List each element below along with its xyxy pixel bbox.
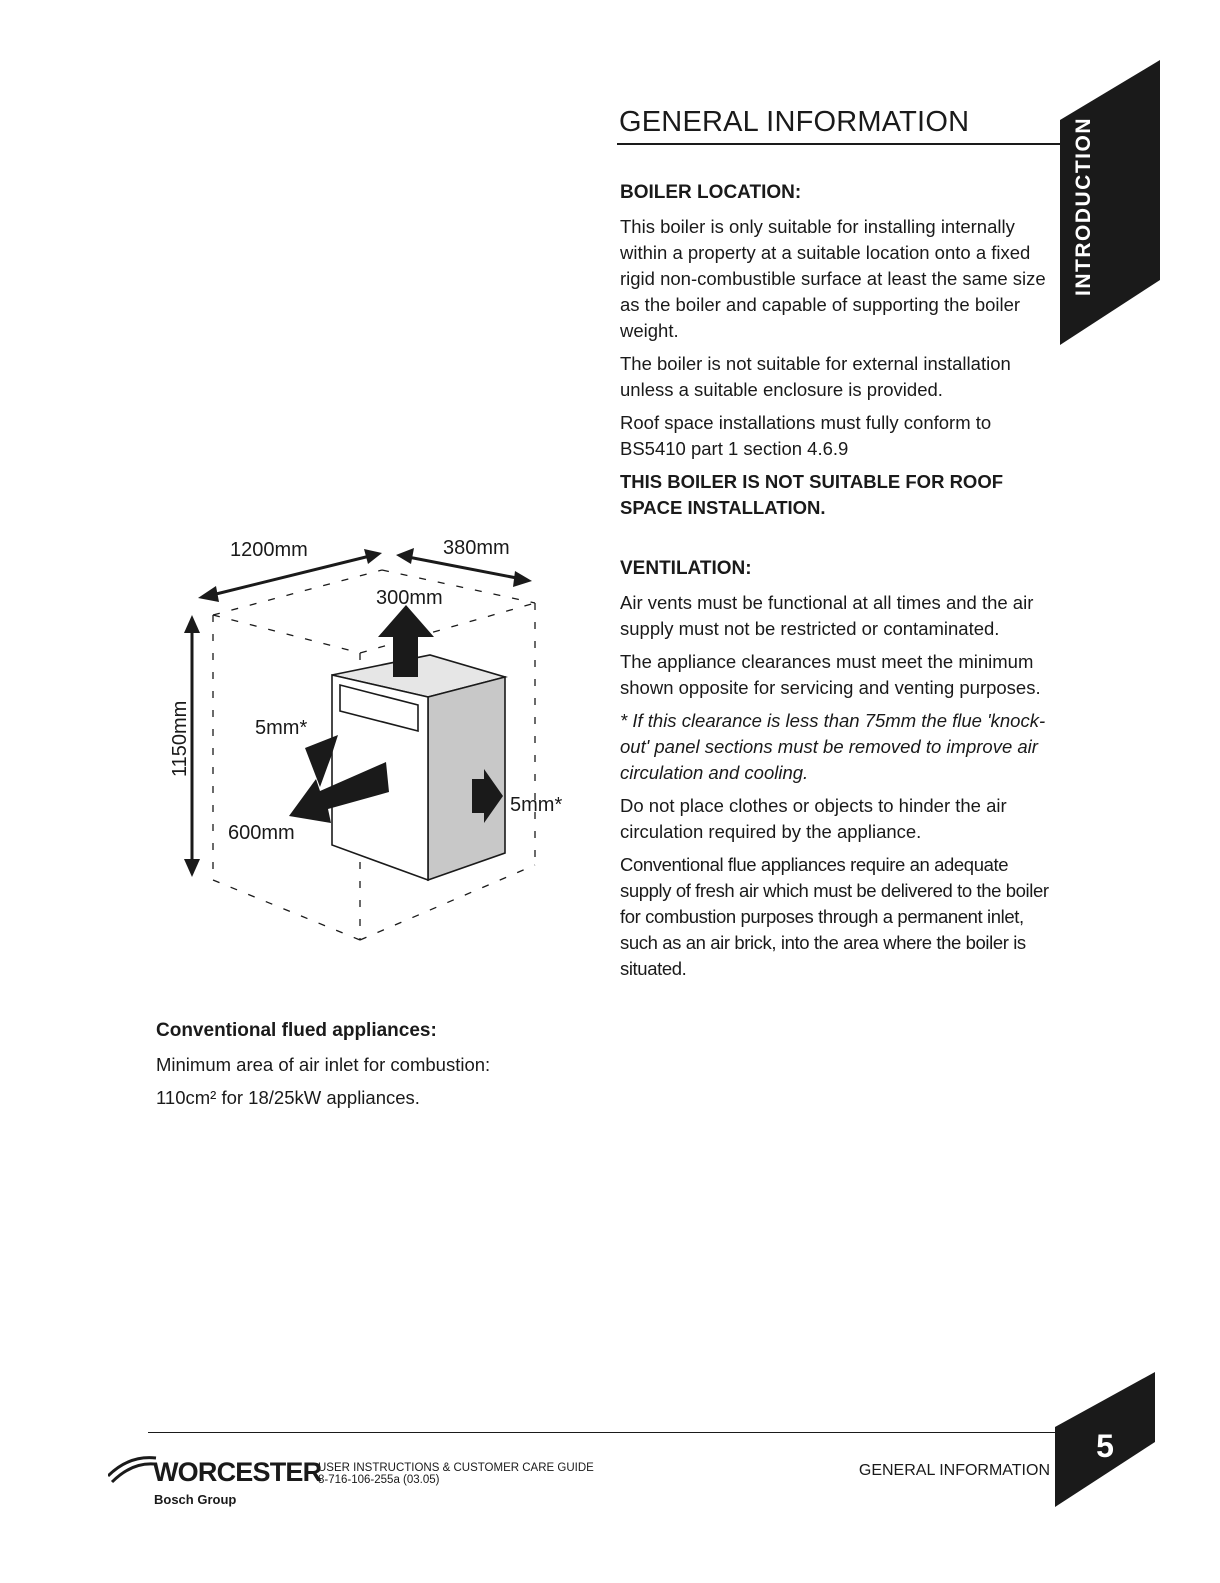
clearance-note: * If this clearance is less than 75mm the flue 'knock-out' panel sections must be removed to improve air circulation and cooling. — [620, 710, 1046, 783]
title-divider — [617, 143, 1060, 145]
boiler-location-section — [620, 180, 1058, 528]
guide-info — [318, 1462, 594, 1486]
boiler-location-text-3: Roof space installations must fully conform to BS5410 part 1 section 4.6.9 — [620, 412, 992, 459]
ventilation-text-3: Do not place clothes or objects to hinder the air circulation required by the appliance. — [620, 795, 1007, 842]
boiler-illustration — [332, 655, 505, 880]
footer-section-name: GENERAL INFORMATION — [858, 1462, 1050, 1479]
ventilation-text-1: Air vents must be functional at all times and the air supply must not be restricted or contaminated. — [620, 592, 1034, 639]
clearance-diagram — [150, 525, 600, 970]
ventilation-section — [620, 556, 1058, 989]
boiler-location-text-2: The boiler is not suitable for external installation unless a suitable enclosure is provided. — [620, 353, 1011, 400]
height-label: 1150mm — [169, 700, 191, 777]
left-clearance-label: 5mm* — [255, 717, 308, 739]
boiler-location-text-1: This boiler is only suitable for installing internally within a property at a suitable location onto a fixed rigid non-combustible surface at least the same size as the boiler and capable of supporting the boiler weight. — [620, 216, 1046, 341]
depth-label: 380mm — [443, 537, 510, 559]
brand-logo-text: WORCESTER — [153, 1457, 322, 1487]
guide-code: 8-716-106-255a (03.05) — [318, 1474, 440, 1486]
section-tab-label: INTRODUCTION — [1072, 117, 1095, 296]
footer-divider — [148, 1432, 1060, 1433]
width-label: 1200mm — [230, 539, 308, 561]
page-title: GENERAL INFORMATION — [619, 106, 970, 138]
boiler-location-heading: BOILER LOCATION: — [620, 182, 802, 203]
ventilation-text-2: The appliance clearances must meet the minimum shown opposite for servicing and venting purposes. — [620, 651, 1041, 698]
ventilation-text-4: Conventional flue appliances require an adequate supply of fresh air which must be delivered to the boiler for combustion purposes through a permanent inlet, such as an air brick, into the area where the boiler is situated. — [620, 854, 1049, 979]
top-clearance-label: 300mm — [376, 587, 443, 609]
conventional-heading: Conventional flued appliances: — [156, 1020, 437, 1041]
right-clearance-label: 5mm* — [510, 794, 563, 816]
conventional-section — [156, 1018, 596, 1118]
front-clearance-label: 600mm — [228, 822, 295, 844]
ventilation-heading: VENTILATION: — [620, 558, 752, 579]
conventional-text-1: Minimum area of air inlet for combustion: — [156, 1054, 491, 1075]
guide-title: USER INSTRUCTIONS & CUSTOMER CARE GUIDE — [318, 1462, 594, 1474]
page-number: 5 — [1096, 1428, 1114, 1464]
conventional-text-2: 110cm² for 18/25kW appliances. — [156, 1087, 420, 1108]
brand-subtitle: Bosch Group — [154, 1492, 237, 1507]
roof-space-warning: THIS BOILER IS NOT SUITABLE FOR ROOF SPACE INSTALLATION. — [620, 471, 1004, 518]
